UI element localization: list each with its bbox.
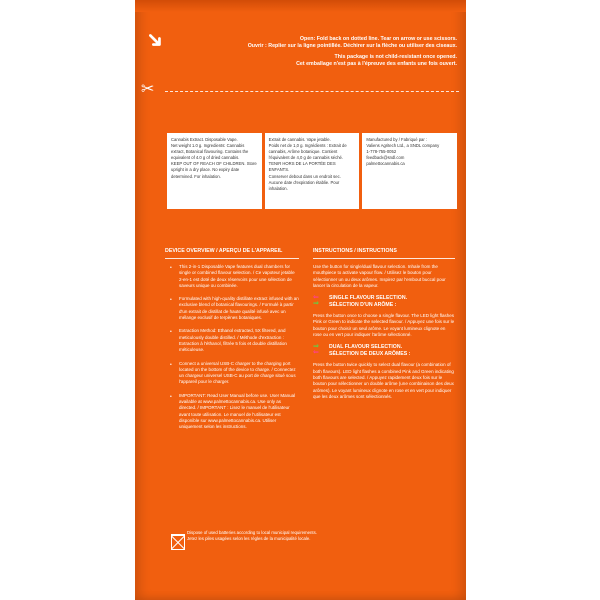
overview-bullet-text: Connect a universal USB-C charger to the charging port located on the bottom of the device to charge. / Connectez un chargeur universel USB-C au port de charge situé sous l'appareil pour le charger.: [179, 360, 296, 385]
overview-bullet: [165, 361, 299, 386]
bullet-dot-icon: •: [170, 361, 172, 368]
instructions-section: [313, 248, 455, 406]
overview-bullet-text: IMPORTANT: Read User Manual before use. User Manual available at www.palmettocannabis.ca. Use only as directed. / IMPORTANT : Lisez le manuel de l'utilisateur avant toute utilisation. Le manuel de l'utilisateur est disponible sur www.palmettocannabis.ca. Utiliser uniquement selon les instructions.: [179, 392, 296, 430]
info-en-line: Net weight 1.0 g. Ingredients: Cannabis: [171, 143, 245, 149]
info-fr-line: Extrait de cannabis. Vape jetable.: [268, 137, 331, 142]
dual-flavour-heading: [313, 344, 455, 358]
single-heading-fr: SÉLECTION D'UN ARÔME :: [329, 302, 397, 309]
instructions-intro: Use the button for single/dual flavour selection. Inhale from the mouthpiece to activate vapour flow. / Utilisez le bouton pour sélectionner un ou deux arômes. Inspirez par l'embout buccal pour lancer la circulation de la vapeur.: [313, 264, 446, 288]
bullet-dot-icon: •: [170, 329, 172, 336]
info-fr-line: cannabis, Arôme botanique. Contient: [268, 149, 338, 155]
info-en-line: extract, Botanical flavouring. Contains the: [171, 149, 249, 155]
child-warning-en: This package is not child-resistant once opened.: [334, 53, 457, 60]
disposal-fr: Jetez les piles usagées selon les règles de la municipalité locale.: [187, 536, 311, 541]
overview-bullet: [165, 328, 299, 353]
product-info-row: [167, 133, 457, 209]
dual-heading-en: DUAL FLAVOUR SELECTION.: [329, 344, 403, 351]
open-instructions-block: [185, 36, 457, 69]
info-en-line: upright in a dry place. No expiry date: [171, 167, 240, 173]
info-fr-line: Poids net de 1,0 g. Ingrédients : Extrait de: [268, 143, 347, 149]
info-en-line: KEEP OUT OF REACH OF CHILDREN. Store: [171, 161, 257, 167]
info-fr-line: l'équivalent de 4,0 g de cannabis séché.: [268, 155, 344, 161]
single-flavour-text: Press the button once to choose a single flavour. The LED light flashes Pink or Green to indicate the selected flavour. / Appuyez une fois sur le bouton pour choisir un seul arôme. Le voyant lumineux clignote en rose ou en vert pour indiquer l'arôme sélectionné.: [313, 313, 455, 338]
open-instruction-fr: Ouvrir : Replier sur la ligne pointillée. Déchirer sur la flèche ou utiliser des ciseaux.: [247, 43, 457, 50]
overview-bullet: [165, 264, 299, 289]
fold-dotted-line: [165, 91, 459, 92]
info-en-line: Cannabis Extract. Disposable Vape.: [171, 137, 238, 142]
cannabis-package-back: [135, 0, 466, 600]
manufacturer-line: Valiens Agritech Ltd., a SNDL company: [366, 143, 440, 149]
device-overview-section: [165, 248, 299, 438]
product-info-en: [167, 133, 262, 209]
flavour-arrows-icon: ⇐ ⇒: [313, 294, 319, 308]
overview-bullet-text: This 2-in-1 Disposable Vape features dual chambers for single or combined flavour selection. / Ce vapoteur jetable 2-en-1 est doté de deux réservoirs pour une sélection de saveurs unique ou combinée.: [179, 264, 295, 288]
bullet-dot-icon: •: [170, 265, 172, 271]
tear-arrow-icon: ➜: [140, 24, 171, 56]
info-fr-line: Aucune date d'expiration établie. Pour: [268, 179, 340, 185]
device-overview-title: DEVICE OVERVIEW / APERÇU DE L'APPAREIL: [165, 248, 299, 259]
info-fr-line: TENIR HORS DE LA PORTÉE DES ENFANTS.: [268, 161, 336, 173]
info-en-line: determined. For inhalation.: [171, 173, 221, 179]
manufacturer-website: palmettocannabis.ca: [366, 161, 405, 167]
child-warning-fr: Cet emballage n'est pas à l'épreuve des enfants une fois ouvert.: [296, 61, 457, 68]
manufacturer-email: feedback@sndl.com: [366, 155, 405, 161]
info-fr-line: inhalation.: [268, 185, 288, 191]
dual-heading-fr: SÉLECTION DE DEUX ARÔMES :: [329, 351, 411, 358]
overview-bullet: [165, 296, 299, 321]
manufacturer-info: [362, 133, 457, 209]
instructions-title: INSTRUCTIONS / INSTRUCTIONS: [313, 248, 455, 259]
manufacturer-line: Manufactured by / Fabriqué par :: [366, 137, 428, 142]
package-top-seam: [135, 0, 466, 12]
overview-bullet: [165, 393, 299, 431]
product-info-fr: [265, 133, 360, 209]
info-fr-line: Conserver debout dans un endroit sec.: [268, 173, 341, 179]
single-flavour-heading: [313, 295, 455, 309]
battery-disposal-note: [165, 530, 455, 542]
manufacturer-phone: 1-778-755-0052: [366, 149, 397, 155]
dual-arrows-icon: ⇒ ⇐: [313, 343, 319, 357]
overview-bullet-text: Extraction Method: Ethanol extracted, 5X filtered, and meticulously double distilled. / Méthode d'extraction : Extraction à l'éthanol, filtrée 5 fois et double distillation méticuleuse.: [179, 328, 287, 353]
info-en-line: equivalent of 4.0 g of dried cannabis.: [171, 155, 240, 161]
bullet-dot-icon: •: [170, 297, 172, 304]
scissors-icon: ✂: [141, 81, 155, 98]
overview-bullet-text: Formulated with high-quality distillate extract infused with an exclusive blend of botanical flavourings. / Formulé à partir d'un extrait de distillat de haute qualité infusé avec un mélange exclusif de terpènes botaniques.: [179, 296, 299, 321]
dual-flavour-text: Press the button twice quickly to select dual flavour (a combination of both flavours). LED light flashes a combined Pink and Green indicating both flavours are selected. / Appuyez rapidement deux fois sur le bouton pour sélectionner un double arôme (une combinaison des deux arômes). Le voyant lumineux clignote en rose et en vert pour indiquer que les deux arômes sont sélectionnés.: [313, 362, 454, 399]
open-instruction-en: Open: Fold back on dotted line. Tear on arrow or use scissors.: [299, 36, 457, 42]
disposal-en: Dispose of used batteries according to local municipal requirements.: [187, 530, 317, 535]
single-heading-en: SINGLE FLAVOUR SELECTION.: [329, 295, 408, 302]
bullet-dot-icon: •: [170, 393, 172, 400]
